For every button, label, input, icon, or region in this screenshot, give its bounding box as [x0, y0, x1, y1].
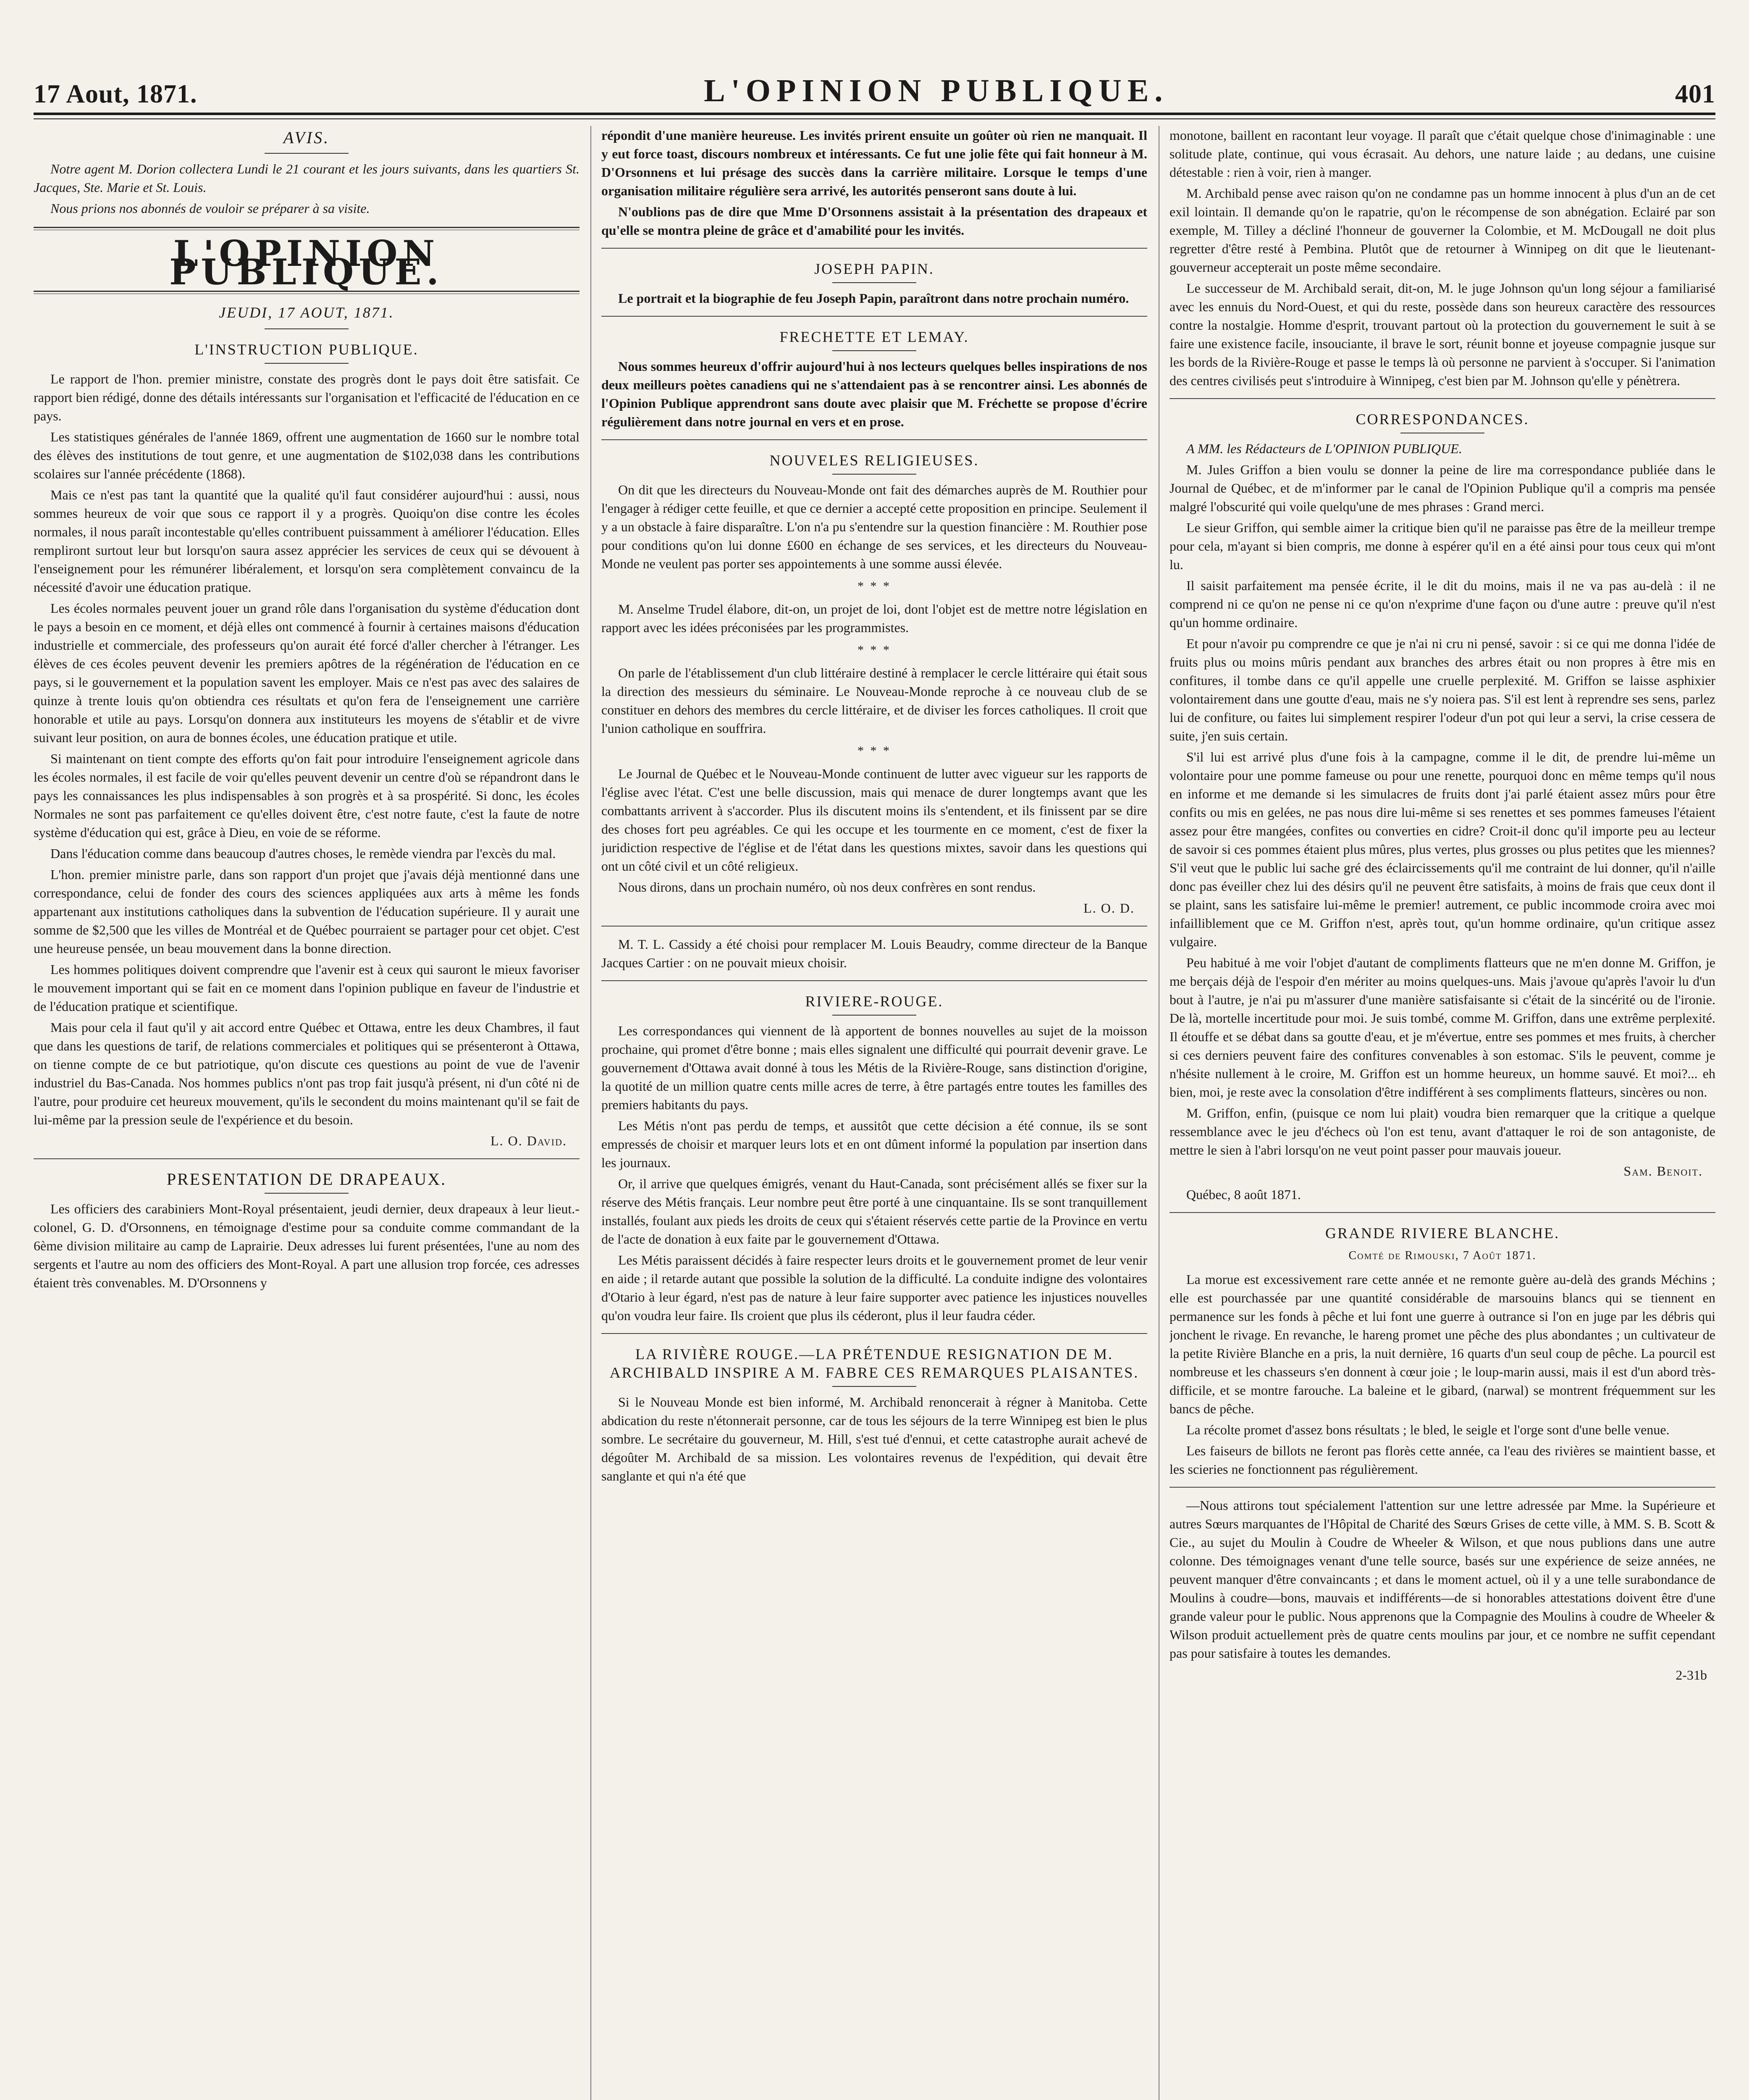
article-paragraph: Les faiseurs de billots ne feront pas florès cette année, ca l'eau des rivières se maintient basse, et les scieries ne fonctionnent pas régulièrement.	[1169, 1443, 1715, 1477]
article-paragraph: Si maintenant on tient compte des efforts qu'on fait pour introduire l'enseignement agricole dans les écoles normales, il est facile de voir qu'elles peuvent devenir un centre d'où se répandront dans le pays les connaissances les plus indispensables à son progrès et à sa prospérité. Si donc, les écoles Normales ne sont pas parfaitement ce qu'elles doivent être, c'est notre faute, c'est la faute de notre système d'éducation qui est, grâce à Dieu, en voie de se réforme.	[34, 751, 580, 840]
article-heading: PRESENTATION DE DRAPEAUX.	[166, 1170, 447, 1189]
nameplate: L'OPINION PUBLIQUE.	[169, 233, 444, 293]
article-heading: FRECHETTE ET LEMAY.	[779, 328, 969, 345]
article-heading: LA RIVIÈRE ROUGE.—LA PRÉTENDUE RESIGNATION DE M. ARCHIBALD INSPIRE A M. FABRE CES REMARQUES PLAISANTES.	[609, 1346, 1139, 1381]
article-heading: JOSEPH PAPIN.	[814, 260, 934, 277]
section-rule	[265, 153, 349, 154]
article-paragraph: Le portrait et la biographie de feu Joseph Papin, paraîtront dans notre prochain numéro.	[618, 291, 1129, 306]
section-rule	[1169, 1487, 1715, 1488]
article-paragraph: Les Métis paraissent décidés à faire respecter leurs droits et le gouvernement promet de leur venir en aide ; il retarde autant que possible la solution de la difficulté. La conduite indigne des volontaires d'Otario à leur égard, n'est pas de nature à leur faire supporter avec patience les injustices nouvelles qu'on voudra leur faire. Ils croient que plus ils céderont, plus il leur faudra céder.	[601, 1252, 1147, 1323]
article-paragraph: Mais ce n'est pas tant la quantité que la qualité qu'il faut considérer aujourd'hui : aussi, nous sommes heureux de voir que sous ce rapport il y a progrès. Quoiqu'on dise contre les écoles normales, il nous paraît incontestable qu'elles contribuent puissamment à améliorer l'éducation. Elles rempliront surtout leur but lorsqu'on saura assez apprécier les services de ceux qui se dévouent à l'enseignement pour les rémunérer libéralement, et lorsqu'on sera complètement convaincu de la nécessité d'avoir une éducation pratique.	[34, 487, 580, 595]
article-heading: RIVIERE-ROUGE.	[805, 993, 944, 1010]
section-rule	[34, 1158, 580, 1159]
article-signature: L. O. David.	[490, 1133, 567, 1148]
section-rule	[832, 350, 916, 351]
article-heading: NOUVELES RELIGIEUSES.	[769, 452, 979, 469]
separator-stars: * * *	[857, 579, 891, 593]
notice-code: 2-31b	[1676, 1667, 1707, 1683]
article-paragraph: On parle de l'établissement d'un club littéraire destiné à remplacer le cercle littéraire qui était sous la direction des messieurs du séminaire. Le Nouveau-Monde reproche à ce nouveau club de se constituer en dehors des membres du cercle littéraire, et de diviser les forces catholiques. Il croit que l'union catholique en souffrira.	[601, 665, 1147, 736]
article-heading: L'INSTRUCTION PUBLIQUE.	[194, 341, 419, 358]
section-rule	[832, 282, 916, 283]
section-rule	[832, 1015, 916, 1016]
column-1	[34, 126, 580, 2100]
section-rule	[265, 363, 349, 364]
article-paragraph: Les statistiques générales de l'année 1869, offrent une augmentation de 1660 sur le nombre total des élèves des institutions de tout genre, et une augmentation de $102,038 dans les contributions scolaires sur l'année précédente (1868).	[34, 429, 580, 481]
column-2	[601, 126, 1147, 2100]
section-rule	[34, 227, 580, 230]
section-rule	[601, 980, 1147, 981]
section-rule	[832, 1386, 916, 1387]
article-paragraph: Le rapport de l'hon. premier ministre, constate des progrès dont le pays doit être satisfait. Ce rapport bien rédigé, donne des détails intéressants sur l'organisation et l'efficacité de l'éducation en ce pays.	[34, 371, 580, 423]
column-divider	[590, 126, 591, 2100]
section-rule	[832, 474, 916, 475]
article-subheading: Comté de Rimouski, 7 Août 1871.	[1348, 1249, 1537, 1262]
article-paragraph: Peu habitué à me voir l'objet d'autant de compliments flatteurs que ne m'en donne M. Griffon, je me berçais déjà de l'espoir d'en mériter au moins quelques-uns. Mais j'avoue qu'après l'avoir lu d'un bout à l'autre, je n'ai pu m'assurer d'une manière satisfaisante si c'était de la sincérité ou de l'ironie. De là, mortelle incertitude pour moi. Je suis tombé, comme M. Griffon, dans une extrême perplexité. Il étouffe et se débat dans sa goutte d'eau, et je m'évertue, entre ses pommes et mes fruits, à chercher si ces derniers peuvent faire des confitures convenables à son estomac. S'ils le peuvent, comme je n'hésite nullement à le croire, M. Griffon est un homme heureux, un homme sauvé. Et moi?... eh bien, moi, je reste avec la consolation d'être indifférent à ses compliments flatteurs, sincères ou non.	[1169, 955, 1715, 1100]
section-rule	[1169, 1212, 1715, 1213]
letter-place-date: Québec, 8 août 1871.	[1186, 1187, 1301, 1202]
article-paragraph: On dit que les directeurs du Nouveau-Monde ont fait des démarches auprès de M. Routhier pour l'engager à rédiger cette feuille, et que ce dernier a accepté cette proposition en principe. Seulement il y a un obstacle à faire disparaître. L'on n'a pu s'entendre sur la question financière : M. Routhier pose pour conditions qu'on lui donne £600 en échange de ses services, et les directeurs du Nouveau-Monde ne veulent pas porter ses appointements à une somme aussi élevée.	[601, 482, 1147, 571]
section-rule	[601, 926, 1147, 927]
article-paragraph: Le sieur Griffon, qui semble aimer la critique bien qu'il ne paraisse pas être de la meilleur trempe pour cela, m'ayant si bien compris, me donne à espérer qu'il en a été ainsi pour tous ceux qui m'ont lu.	[1169, 520, 1715, 572]
article-heading: CORRESPONDANCES.	[1356, 411, 1529, 428]
masthead-rule-thin	[34, 118, 1715, 119]
article-paragraph: N'oublions pas de dire que Mme D'Orsonnens assistait à la présentation des drapeaux et qu'elle se montra pleine de grâce et d'amabilité pour les invités.	[601, 204, 1147, 238]
avis-paragraph: Nous prions nos abonnés de vouloir se préparer à sa visite.	[50, 201, 370, 216]
section-rule	[265, 1193, 349, 1194]
article-paragraph: Les correspondances qui viennent de là apportent de bonnes nouvelles au sujet de la moisson prochaine, qui promet d'être bonne ; mais elles signalent une difficulté qui pourrait devenir grave. Le gouvernement d'Ottawa avait donné à tous les Métis de la Rivière-Rouge, sans distinction d'origine, la quotité de un million quatre cents mille acres de terre, à être partagés entre toutes les familles des premiers habitants du pays.	[601, 1023, 1147, 1112]
article-paragraph: La morue est excessivement rare cette année et ne remonte guère au-delà des grands Méchins ; elle est pourchassée par une quantité considérable de marsouins blancs qui se tiennent en permanence sur les fonds à pêche et lui font une guerre à outrance si l'on en juge par les débris qui jonchent le rivage. En revanche, le hareng promet une pêche des plus abondantes ; un cultivateur de la petite Rivière Blanche en a pris, la nuit dernière, 16 quarts d'un seul coup de pêche. La pourcil est nombreuse et les chasseurs s'en donnent à cœur joie ; le loup-marin aussi, mais il est d'un abord très-difficile, et se montre farouche. La baleine et le gibard, (narwal) se montrent fréquemment sur les bancs de pêche.	[1169, 1272, 1715, 1416]
article-paragraph: Nous sommes heureux d'offrir aujourd'hui à nos lecteurs quelques belles inspirations de nos deux meilleurs poètes canadiens qui ne s'attendaient pas à se rencontrer ainsi. Les abonnés de l'Opinion Publique apprendront sans doute avec plaisir que M. Fréchette se propose d'écrire régulièrement dans notre journal en vers et en prose.	[601, 359, 1147, 429]
article-paragraph: Il saisit parfaitement ma pensée écrite, il le dit du moins, mais il ne va pas au-delà : il ne comprend ni ce qu'on ne pense ni ce qu'on n'exprime d'une façon ou d'une autre : preuve qu'il n'est qu'un homme ordinaire.	[1169, 578, 1715, 630]
article-paragraph: Le Journal de Québec et le Nouveau-Monde continuent de lutter avec vigueur sur les rapports de l'église avec l'état. C'est une belle discussion, mais qui menace de durer longtemps avant que les combattants arrivent à s'accorder. Plus ils discutent moins ils s'entendent, et ils finissent par se dire des choses fort peu agréables. Ce qui les occupe et les tourmente en ce moment, c'est de fixer la juridiction respective de l'église et de l'état dans les questions mixtes, savoir dans les questions qui ont un côté civil et un côté religieux.	[601, 766, 1147, 874]
article-signature: L. O. D.	[1083, 900, 1135, 916]
article-paragraph: Les Métis n'ont pas perdu de temps, et aussitôt que cette décision a été connue, ils se sont empressés de choisir et marquer leurs lots et en ont dûment informé la population par insertion dans les journaux.	[601, 1118, 1147, 1170]
section-rule	[265, 328, 349, 329]
avis-title: AVIS.	[283, 128, 330, 147]
column-3	[1169, 126, 1715, 2100]
page-number: 401	[1675, 80, 1715, 108]
article-paragraph: M. T. L. Cassidy a été choisi pour remplacer M. Louis Beaudry, comme directeur de la Banque Jacques Cartier : on ne pouvait mieux choisir.	[601, 937, 1147, 970]
article-paragraph: L'hon. premier ministre parle, dans son rapport d'un projet que j'avais déjà mentionné dans une correspondance, celui de fonder des cours des sciences appliquées aux arts à même les fonds appartenant aux institutions catholiques dans la subvention de l'éducation supérieure. Il y aurait une somme de $2,500 que les villes de Montréal et de Québec pourraient se partager pour cet objet. C'est une heureuse pensée, un beau mouvement dans la bonne direction.	[34, 867, 580, 956]
article-paragraph: M. Archibald pense avec raison qu'on ne condamne pas un homme innocent à plus d'un an de cet exil lointain. Il demande qu'on le rapatrie, qu'on le récompense de son abnégation. Eclairé par son exemple, M. Tilley a décliné l'honneur de gouverner la Colombie, et M. McDougall ne doit plus regretter d'être resté à Pembina. Plutôt que de retourner à Winnipeg on dit que le lieutenant-gouverneur accepterait un poste même secondaire.	[1169, 186, 1715, 275]
letter-signature: Sam. Benoit.	[1623, 1163, 1703, 1179]
article-paragraph: Les officiers des carabiniers Mont-Royal présentaient, jeudi dernier, deux drapeaux à leur lieut.-colonel, G. D. d'Orsonnens, en témoignage d'estime pour sa conduite comme commandant de la 6ème division militaire au camp de Laprairie. Deux adresses lui furent présentées, l'une au nom des sergents et l'autre au nom des officiers des Mont-Royal. A part une allusion trop forcée, ces adresses étaient très convenables. M. D'Orsonnens y	[34, 1201, 580, 1290]
letter-addressee: A MM. les Rédacteurs de L'OPINION PUBLIQUE.	[1186, 441, 1462, 456]
masthead-rule	[34, 113, 1715, 115]
article-paragraph: Or, il arrive que quelques émigrés, venant du Haut-Canada, sont précisément allés se fixer sur la réserve des Métis français. Leur nombre peut être porté à une cinquantaine. Ils se sont tranquillement installés, foulant aux pieds les droits de ceux qui s'étaient réservés cette partie de la Province en vertu de l'acte de donation à eux faite par le gouvernement d'Ottawa.	[601, 1176, 1147, 1247]
separator-stars: * * *	[857, 744, 891, 758]
separator-stars: * * *	[857, 643, 891, 657]
avis-paragraph: Notre agent M. Dorion collectera Lundi le 21 courant et les jours suivants, dans les quartiers St. Jacques, Ste. Marie et St. Louis.	[34, 161, 580, 195]
article-paragraph: M. Anselme Trudel élabore, dit-on, un projet de loi, dont l'objet est de mettre notre législation en rapport avec les idées préconisées par les programmistes.	[601, 601, 1147, 635]
notice-paragraph: —Nous attirons tout spécialement l'attention sur une lettre adressée par Mme. la Supérieure et autres Sœurs marquantes de l'Hôpital de Charité des Sœurs Grises de cette ville, à MM. S. B. Scott & Cie., au sujet du Moulin à Coudre de Wheeler & Wilson, et que nous publions dans une autre colonne. Des témoignages venant d'une telle source, basés sur une expérience de seize années, ne peuvent manquer d'être convaincants ; et dans le moment actuel, où il y a une telle surabondance de Moulins à coudre—bons, mauvais et indifférents—de si honorables attestations doivent être d'une grande valeur pour le public. Nous apprenons que la Compagnie des Moulins à coudre de Wheeler & Wilson produit actuellement près de quatre cents moulins par jour, et ce nombre ne suffit cependant pas pour satisfaire à toutes les demandes.	[1169, 1498, 1715, 1661]
article-paragraph: Le successeur de M. Archibald serait, dit-on, M. le juge Johnson qu'un long séjour a familiarisé avec les ennuis du Nord-Ouest, et qui du reste, possède dans son heureux caractère des ressources contre la nostalgie. Homme d'esprit, trouvant partout où la protection du gouvernement le suit à se faire une existence facile, insouciante, il brave le sort, réunit bonne et joyeuse compagnie jusque sur les bords de la Rivière-Rouge et passe le temps là où personne ne parvient à s'occuper. Si l'animation des centres civilisés peut s'introduire à Winnipeg, c'est bien par M. Johnson qu'elle y pénètrera.	[1169, 281, 1715, 388]
article-paragraph: M. Jules Griffon a bien voulu se donner la peine de lire ma correspondance publiée dans le Journal de Québec, et de m'informer par le canal de l'Opinion Publique qu'il a compris ma pensée malgré l'obscurité qui voile quelqu'une de mes phrases : Grand merci.	[1169, 462, 1715, 514]
article-paragraph: M. Griffon, enfin, (puisque ce nom lui plait) voudra bien remarquer que la critique a quelque ressemblance avec le jeu d'échecs où l'on est tenu, avant d'attaquer le roi de son antagoniste, de mettre le sien à l'abri lorsqu'on ne veut point passer pour mauvais joueur.	[1169, 1105, 1715, 1158]
article-paragraph: Les écoles normales peuvent jouer un grand rôle dans l'organisation du système d'éducation dont le pays a besoin en ce moment, et déjà elles ont commencé à fournir à certaines maisons d'éducation industrielle et commerciale, des professeurs qu'on aurait été forcé d'aller chercher à l'étranger. Les élèves de ces écoles peuvent devenir les premiers apôtres de la régénération de l'éducation en ce pays, si le gouvernement et la population savent les employer. Mais ce n'est pas avec des salaires de quinze à trente louis qu'on obtiendra ces résultats et qu'on fera de l'enseignement une carrière honorable et utile au pays. Lorsqu'on donnera aux instituteurs les moyens de s'établir et de vivre suivant leur position, on aura de bonnes écoles, une éducation pratique et utile.	[34, 601, 580, 745]
article-paragraph: Dans l'éducation comme dans beaucoup d'autres choses, le remède viendra par l'excès du mal.	[50, 846, 556, 861]
section-rule	[601, 316, 1147, 317]
article-paragraph: La récolte promet d'assez bons résultats ; le bled, le seigle et l'orge sont d'une belle venue.	[1186, 1422, 1670, 1437]
section-rule	[601, 248, 1147, 249]
masthead	[34, 63, 1715, 109]
article-paragraph: Mais pour cela il faut qu'il y ait accord entre Québec et Ottawa, entre les deux Chambres, il faut que dans les questions de tarif, de relations commerciales et politiques qui se présenteront à Ottawa, on tienne compte de ce but patriotique, qu'on discute ces questions au point de vue de l'avenir industriel du Bas-Canada. Nos hommes publics n'ont pas trop fait jusqu'à présent, ni d'un côté ni de l'autre, pour produire cet heureux mouvement, qu'ils le secondent du moins maintenant qu'il se fait de lui-même par la pression seule de l'expérience et du besoin.	[34, 1020, 580, 1127]
section-rule	[601, 1333, 1147, 1334]
article-paragraph: monotone, baillent en racontant leur voyage. Il paraît que c'était quelque chose d'inimaginable : une solitude plate, continue, qui vous écrasait. Au dehors, une nature laide ; au dedans, une cuisine détestable : rien à voir, rien à manger.	[1169, 128, 1715, 180]
article-paragraph: Et pour n'avoir pu comprendre ce que je n'ai ni cru ni pensé, savoir : si ce qui me donna l'idée de fruits plus ou moins mûris pendant aux branches des arbres était ou non propres à être mis en confitures, il tombe dans ce qu'il appelle une cruelle perplexité. M. Griffon se laisse asphixier volontairement dans une goutte d'eau, mais ne s'y noiera pas. S'il est lent à reprendre ses sens, parlez lui de confiture, ou faites lui simplement respirer l'odeur d'un pot qui leur a servi, la crise cessera de suite, j'en suis certain.	[1169, 636, 1715, 743]
article-heading: GRANDE RIVIERE BLANCHE.	[1325, 1225, 1560, 1242]
section-rule	[601, 439, 1147, 440]
article-paragraph: S'il lui est arrivé plus d'une fois à la campagne, comme il le dit, de prendre lui-même un volontaire pour une pomme fameuse ou pour une renette, pourquoi donc en même temps qu'il nous en informe et me demande si les simulacres de fruits dont j'ai parlé étaient assez mûrs pour être confits ou mis en gelées, ne pas nous dire lui-même si ses renettes et ses pommes fameuses l'étaient assez pour être mangées, confites ou converties en cidre? Croit-il donc qu'il importe peu au lecteur de savoir si ces pommes étaient plus mûres, plus vertes, plus grosses ou plus petites que les miennes? S'il veut que le public lui sache gré des éclaircissements qu'il me contraint de lui donner, qu'il n'aille donc pas éveiller chez lui des désirs qu'il ne peuvent être satisfaits, à moins de frais que ceux dont il se plaint, sans les satisfaire lui-même le premier! autrement, ce public incommode croira avec moi infailliblement que ce M. Griffon n'est, après tout, qu'un homme ordinaire, qu'un critique assez vulgaire.	[1169, 749, 1715, 949]
article-paragraph: Nous dirons, dans un prochain numéro, où nos deux confrères en sont rendus.	[618, 879, 1036, 895]
article-paragraph: Les hommes politiques doivent comprendre que l'avenir est à ceux qui sauront le mieux favoriser le mouvement important qui se fait en ce moment dans l'opinion publique en faveur de l'industrie et de l'éducation pratique et scientifique.	[34, 962, 580, 1014]
article-paragraph: répondit d'une manière heureuse. Les invités prirent ensuite un goûter où rien ne manquait. Il y eut force toast, discours nombreux et intéressants. Ce fut une jolie fête qui fait honneur à M. D'Orsonnens et lui présage des succès dans la carrière militaire. Lorsque le temps d'une organisation militaire régulière sera arrivé, les autorités penseront sans doute à lui.	[601, 128, 1147, 198]
issue-date: 17 Aout, 1871.	[34, 80, 197, 108]
section-rule	[1169, 398, 1715, 399]
dateline: JEUDI, 17 AOUT, 1871.	[219, 304, 394, 321]
article-paragraph: Si le Nouveau Monde est bien informé, M. Archibald renoncerait à régner à Manitoba. Cette abdication du reste n'étonnerait personne, car de tous les séjours de la terre Winnipeg est bien le plus sombre. Le secrétaire du gouverneur, M. Hill, s'est tué d'ennui, et cette catastrophe aurait achevé de dégoûter M. Archibald de sa mission. Les volontaires revenus de l'expédition, qui devait être sanglante et qui n'a été que	[601, 1394, 1147, 1483]
newspaper-title: L'OPINION PUBLIQUE.	[704, 73, 1169, 108]
